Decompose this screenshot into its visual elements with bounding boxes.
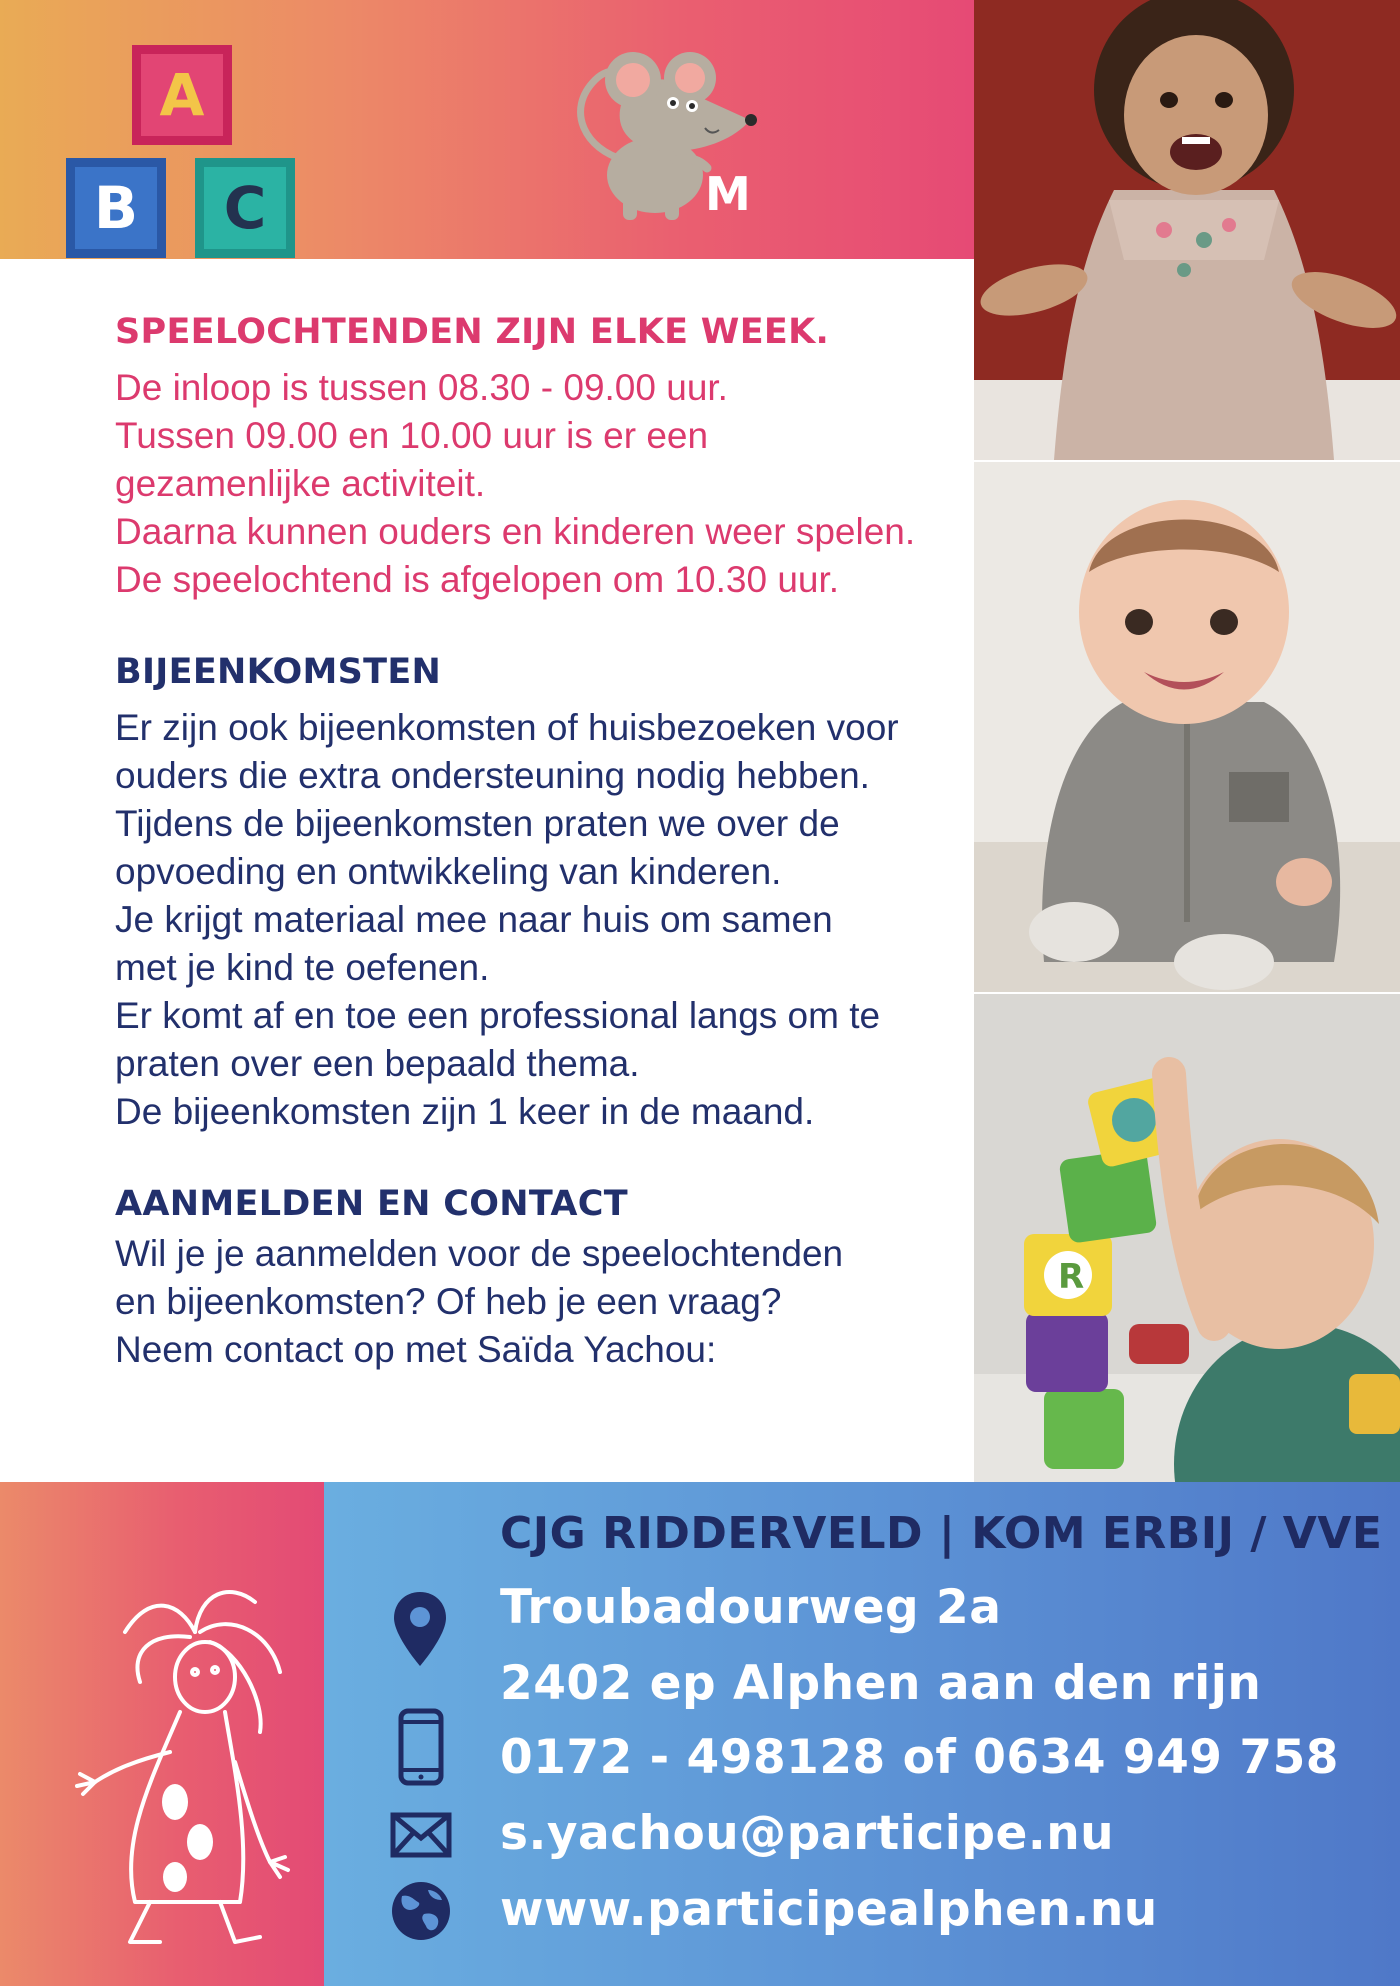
block-a: A <box>132 45 232 145</box>
main-content <box>115 312 935 1374</box>
address-street: Troubadourweg 2a <box>500 1580 1002 1635</box>
block-c: C <box>195 158 295 258</box>
phone-icon <box>398 1708 444 1786</box>
section-speelochtenden-body <box>115 364 935 604</box>
phone-numbers[interactable]: 0172 - 498128 of 0634 949 758 <box>500 1730 1339 1785</box>
body-line: De speelochtend is afgelopen om 10.30 uur. <box>115 559 840 600</box>
mail-icon <box>390 1812 452 1858</box>
section-aanmelden-body <box>115 1230 935 1374</box>
globe-icon <box>388 1878 454 1944</box>
photo-toddler-girl <box>974 0 1400 460</box>
body-line: gezamenlijke activiteit. <box>115 463 486 504</box>
body-line: Je krijgt materiaal mee naar huis om samen <box>115 899 833 940</box>
body-line: en bijeenkomsten? Of heb je een vraag? <box>115 1281 782 1322</box>
mouse-letter-m: M <box>705 167 751 221</box>
body-line: De bijeenkomsten zijn 1 keer in de maand. <box>115 1091 815 1132</box>
photo-baby-boy <box>974 462 1400 992</box>
body-line: ouders die extra ondersteuning nodig hebben. <box>115 755 870 796</box>
svg-text:R: R <box>1058 1257 1085 1297</box>
address-city: 2402 ep Alphen aan den rijn <box>500 1656 1262 1711</box>
block-b: B <box>66 158 166 258</box>
body-line: Daarna kunnen ouders en kinderen weer spelen. <box>115 511 916 552</box>
contact-title: CJG RIDDERVELD | KOM ERBIJ / VVE <box>500 1508 1383 1559</box>
body-line: Tijdens de bijeenkomsten praten we over de <box>115 803 840 844</box>
email-link[interactable]: s.yachou@participe.nu <box>500 1806 1115 1861</box>
location-pin-icon <box>392 1590 448 1668</box>
body-line: praten over een bepaald thema. <box>115 1043 640 1084</box>
mouse-mascot <box>555 40 785 230</box>
section-heading-aanmelden: AANMELDEN EN CONTACT <box>115 1184 628 1224</box>
section-heading-speelochtenden: SPEELOCHTENDEN ZIJN ELKE WEEK. <box>115 312 830 352</box>
body-line: met je kind te oefenen. <box>115 947 490 988</box>
section-bijeenkomsten-body <box>115 704 935 1136</box>
child-drawing-illustration <box>0 1482 324 1986</box>
body-line: opvoeding en ontwikkeling van kinderen. <box>115 851 782 892</box>
photo-child-with-blocks <box>974 994 1400 1482</box>
website-link[interactable]: www.participealphen.nu <box>500 1882 1158 1937</box>
section-heading-bijeenkomsten: BIJEENKOMSTEN <box>115 652 442 692</box>
body-line: Tussen 09.00 en 10.00 uur is er een <box>115 415 709 456</box>
body-line: Er zijn ook bijeenkomsten of huisbezoeken voor <box>115 707 899 748</box>
body-line: Neem contact op met Saïda Yachou: <box>115 1329 717 1370</box>
body-line: De inloop is tussen 08.30 - 09.00 uur. <box>115 367 728 408</box>
body-line: Wil je je aanmelden voor de speelochtenden <box>115 1233 844 1274</box>
body-line: Er komt af en toe een professional langs om te <box>115 995 881 1036</box>
abc-blocks-logo <box>66 45 306 260</box>
footer-left-panel <box>0 1482 324 1986</box>
